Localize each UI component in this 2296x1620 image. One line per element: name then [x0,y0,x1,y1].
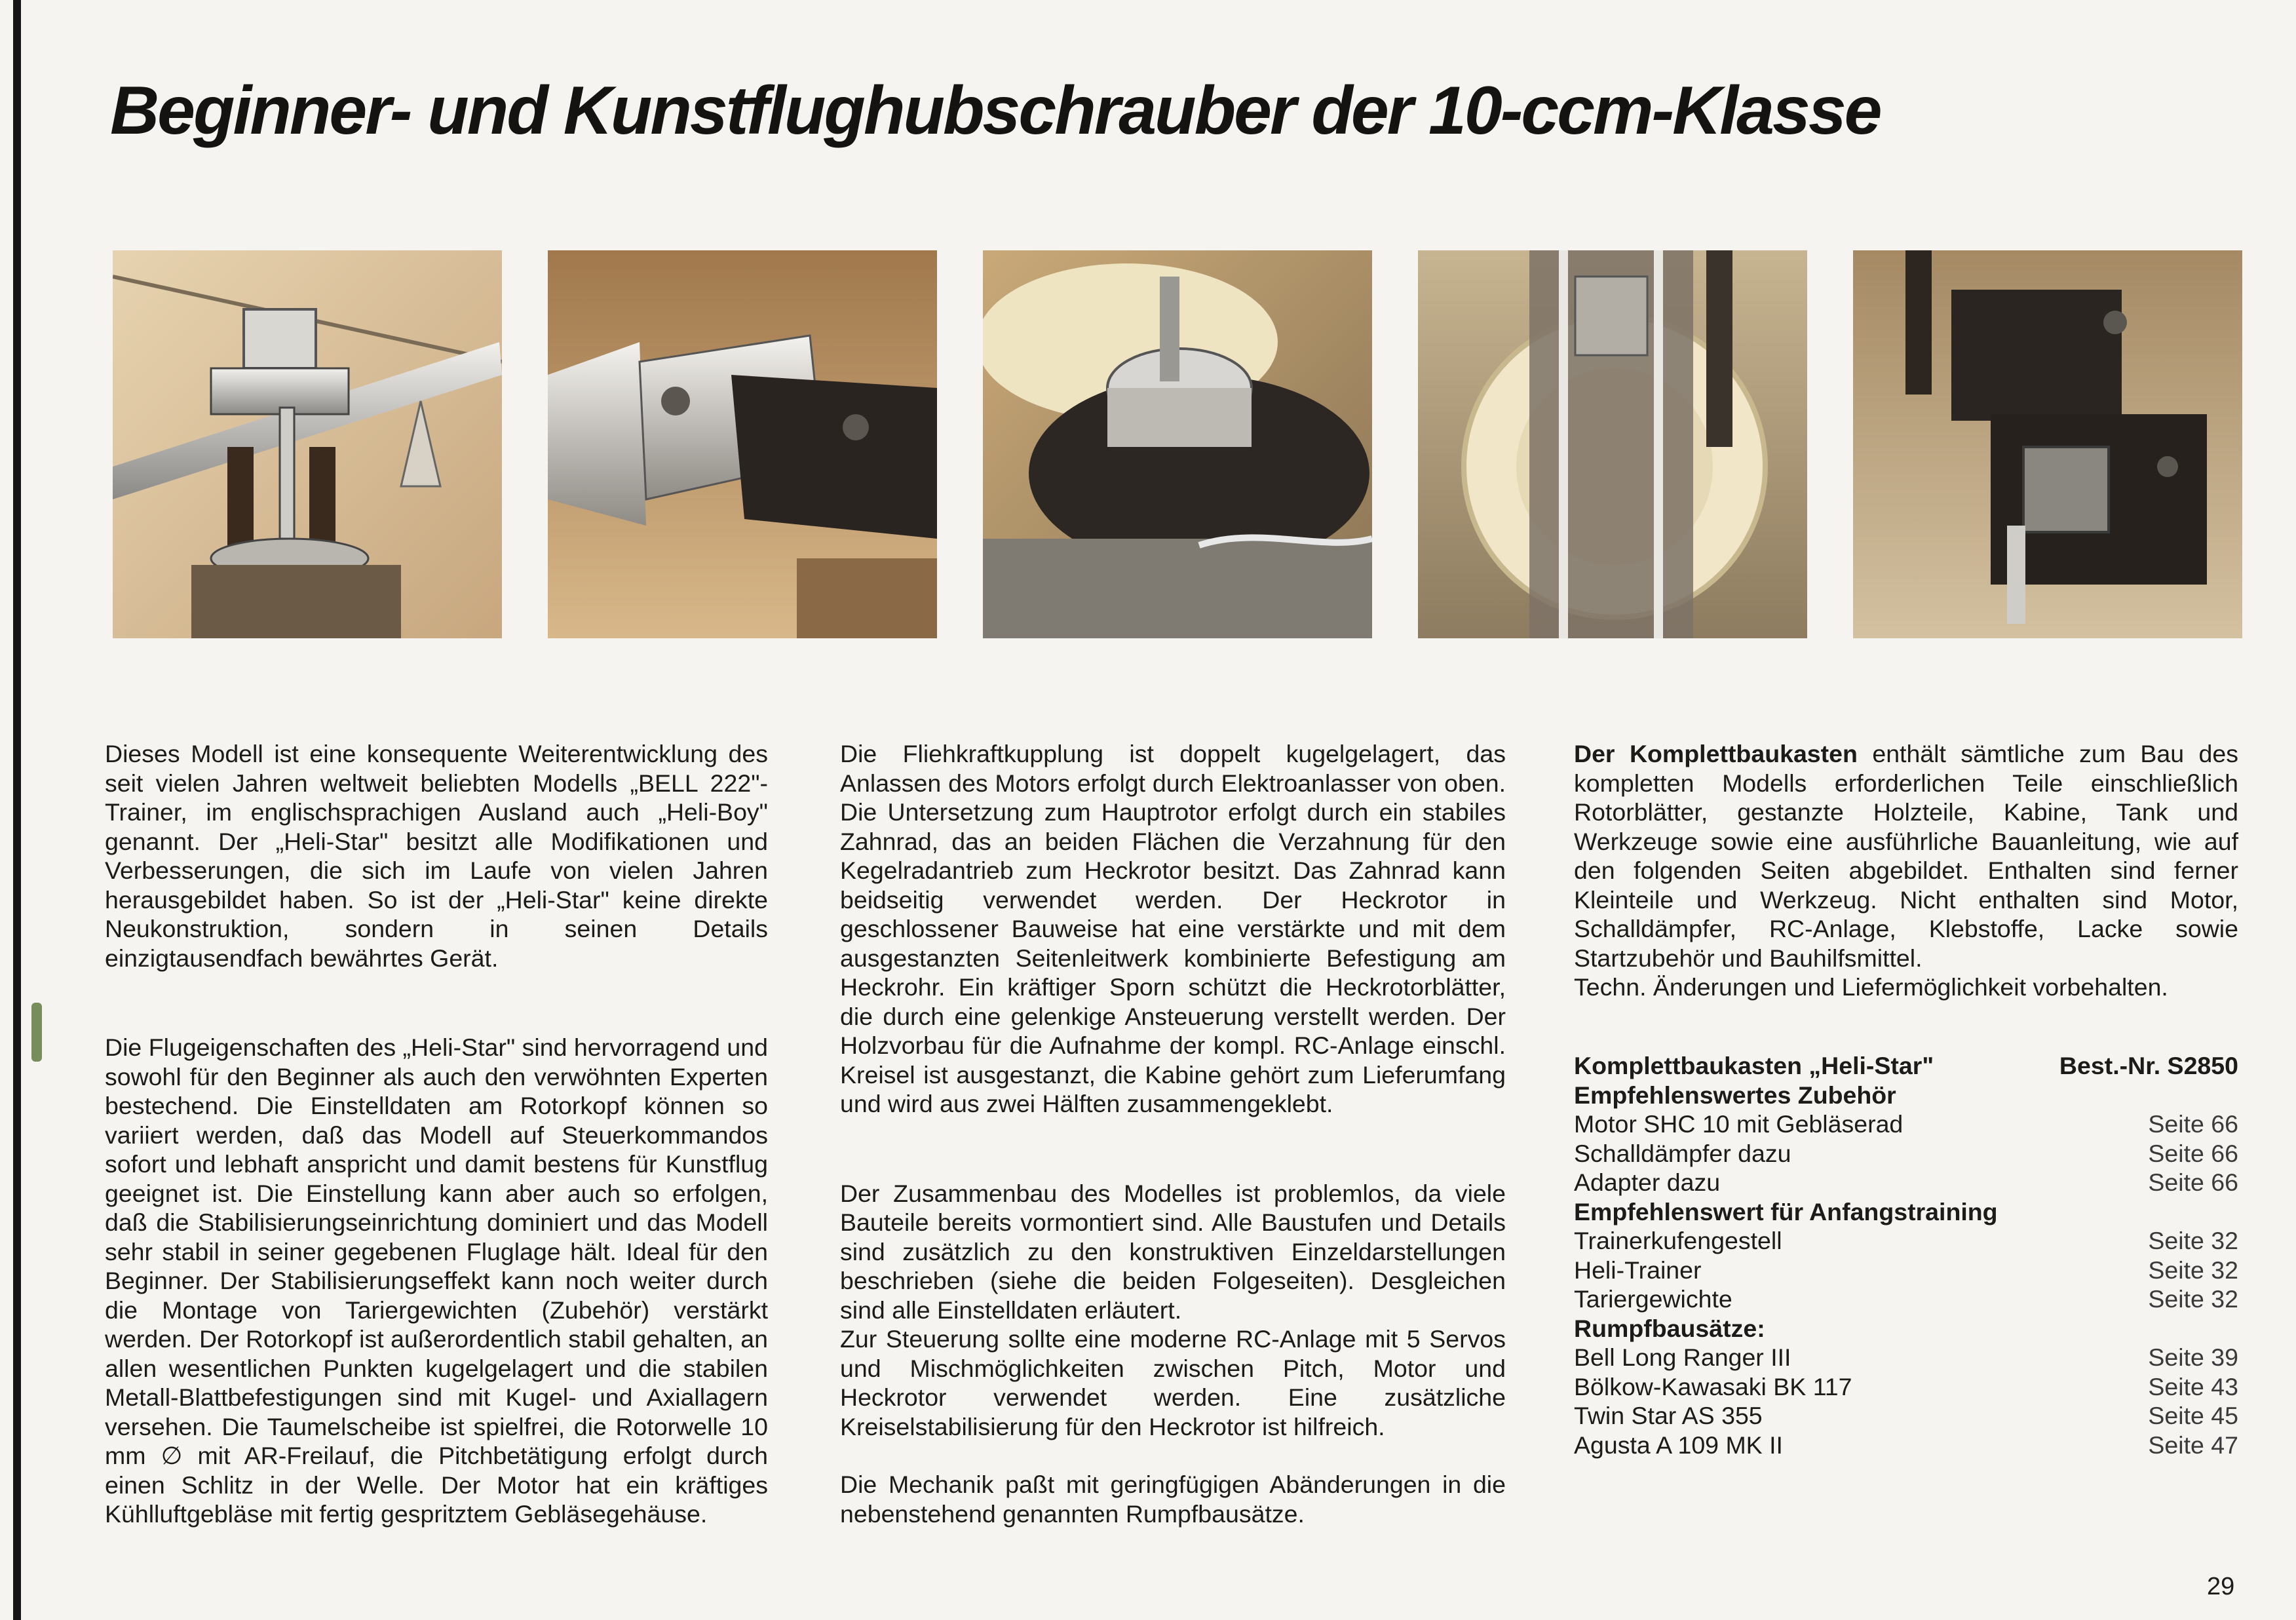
changes-note: Techn. Änderungen und Liefermöglichkeit vorbehalten. [1574,973,2168,1001]
item-name: Heli-Trainer [1574,1256,1702,1284]
list-item [1574,1256,2238,1285]
kit-contents-text: enthält sämtliche zum Bau des kompletten Modells erforderlichen Teile einschließlich Rotorblätter, gestanzte Holzteile, Kabine, Tank und Werkzeuge sowie eine ausführliche Bauanleitung, wie auf den folgenden Seiten abgebildet. Enthalten sind ferner Kleinteile und Werkzeug. Nicht enthalten sind Motor, Schalldämpfer, RC-Anlage, Klebstoffe, Lacke sowie Startzubehör und Bauhilfsmittel. [1574,740,2238,972]
order-number: Best.-Nr. S2850 [2059,1052,2238,1079]
main-gear-photo [1418,250,1807,638]
tail-rotor-photo [1853,250,2242,638]
page-ref: Seite 32 [2148,1285,2238,1313]
flight-properties-paragraph: Die Flugeigenschaften des „Heli-Star" sind hervorragend und sowohl für den Beginner als auch den verwöhnten Experten bestechend. Die Einstelldaten am Rotorkopf können so variiert werden, daß das Modell auf Steuerkommandos sofort und lebhaft anspricht und damit bestens für Kunstflug geeignet ist. Die Einstellung kann aber auch so erfolgen, daß die Stabilisierungseinrichtung dominiert und das Modell sehr stabil in seiner gegebenen Fluglage hält. Ideal für den Beginner. Der Stabilisierungseffekt kann noch weiter durch die Montage von Tariergewichten (Zubehör) verstärkt werden. Der Rotorkopf ist außerordentlich stabil gehalten, an allen wesentlichen Punkten kugelgelagert und die stabilen Metall-Blattbefestigungen sind mit Kugel- und Axiallagern versehen. Die Taumelscheibe ist spielfrei, die Rotorwelle 10 mm ∅ mit AR-Freilauf, die Pitchbetätigung erfolgt durch einen Schlitz in der Welle. Der Motor hat ein kräftiges Kühlluftgebläse mit fertig gespritztem Gebläsegehäuse. [105,1033,768,1528]
item-name: Trainerkufengestell [1574,1227,1782,1254]
mechanics-paragraph: Die Mechanik paßt mit geringfügigen Abänderungen in die nebenstehend genannten Rumpfbausätze. [840,1471,1506,1528]
list-item [1574,1109,2238,1139]
kit-order-row [1574,1051,2238,1081]
page-ref: Seite 32 [2148,1256,2238,1284]
list-item [1574,1431,2238,1460]
item-name: Twin Star AS 355 [1574,1402,1763,1429]
page-edge-bar [13,0,21,1620]
intro-paragraph: Dieses Modell ist eine konsequente Weiterentwicklung des seit vielen Jahren weltweit beliebten Modells „BELL 222"-Trainer, im englischsprachigen Ausland auch „Heli-Boy" genannt. Der „Heli-Star" besitzt alle Modifikationen und Verbesserungen, die sich im Laufe von vielen Jahren herausgebildet haben. So ist der „Heli-Star" keine direkte Neukonstruktion, sondern in seinen Details einzigtausendfach bewährtes Gerät. [105,740,768,972]
list-item [1574,1139,2238,1168]
list-item [1574,1343,2238,1372]
control-paragraph: Zur Steuerung sollte eine moderne RC-Anlage mit 5 Servos und Mischmöglichkeiten zwischen Pitch, Motor und Heckrotor verwendet werden. Eine zusätzliche Kreiselstabilisierung für den Heckrotor ist hilfreich. [840,1325,1506,1440]
rotor-head-photo [113,250,502,638]
item-name: Agusta A 109 MK II [1574,1431,1783,1459]
heading-recommended: Empfehlenswertes Zubehör [1574,1081,1896,1109]
heading-fuselage: Rumpfbausätze: [1574,1314,1765,1342]
item-name: Adapter dazu [1574,1168,1721,1196]
clutch-paragraph: Die Fliehkraftkupplung ist doppelt kugelgelagert, das Anlassen des Motors erfolgt durch Elektroanlasser von oben. Die Untersetzung zum Hauptrotor erfolgt durch ein stabiles Zahnrad, das an beiden Flächen die Verzahnung für den Kegelradantrieb zum Heckrotor besitzt. Das Zahnrad kann beidseitig verwendet werden. Der Heckrotor in geschlossener Bauweise hat eine verstärkte und mit dem ausgestanzten Seitenleitwerk kombinierte Befestigung am Heckrohr. Ein kräftiger Sporn schützt die Heckrotorblätter, die durch eine gelenkige Ansteuerung verstellt werden. Der Holzvorbau für die Aufnahme der kompl. RC-Anlage einschl. Kreisel ist ausgestanzt, die Kabine gehört zum Lieferumfang und wird aus zwei Hälften zusammengeklebt. [840,740,1506,1117]
list-item [1574,1372,2238,1402]
blade-holder-photo [548,250,937,638]
list-item [1574,1401,2238,1431]
heading-training: Empfehlenswert für Anfangstraining [1574,1197,1998,1225]
list-item [1574,1226,2238,1256]
clutch-photo [983,250,1372,638]
page-edge-mark [31,1003,42,1062]
text-column-2 [840,739,1506,1528]
kit-contents-paragraph [1574,739,2238,973]
accessories-list [1574,1051,2238,1459]
text-column-3 [1574,739,2238,1002]
page-ref: Seite 43 [2148,1372,2238,1400]
item-name: Bell Long Ranger III [1574,1343,1791,1371]
text-column-1 [105,739,768,1529]
kit-contents-title: Der Komplettbaukasten [1574,740,1858,767]
page-ref: Seite 45 [2148,1402,2238,1429]
page-ref: Seite 66 [2148,1168,2238,1196]
item-name: Bölkow-Kawasaki BK 117 [1574,1372,1852,1400]
page-ref: Seite 66 [2148,1139,2238,1167]
list-item [1574,1168,2238,1197]
page-ref: Seite 39 [2148,1343,2238,1371]
page-headline: Beginner- und Kunstflughubschrauber der 10-ccm-Klasse [110,73,1881,149]
kit-name: Komplettbaukasten „Heli-Star" [1574,1052,1934,1079]
page-ref: Seite 32 [2148,1227,2238,1254]
item-name: Schalldämpfer dazu [1574,1139,1791,1167]
item-name: Motor SHC 10 mit Gebläserad [1574,1110,1904,1138]
item-name: Tariergewichte [1574,1285,1732,1313]
list-item [1574,1284,2238,1314]
assembly-paragraph: Der Zusammenbau des Modelles ist problemlos, da viele Bauteile bereits vormontiert sind. Alle Baustufen und Details sind zusätzlich zu den konstruktiven Einzeldarstellungen beschrieben (siehe die beiden Folgeseiten). Desgleichen sind alle Einstelldaten erläutert. [840,1179,1506,1324]
page-number: 29 [2207,1573,2235,1600]
page-ref: Seite 47 [2148,1431,2238,1459]
page-ref: Seite 66 [2148,1110,2238,1138]
